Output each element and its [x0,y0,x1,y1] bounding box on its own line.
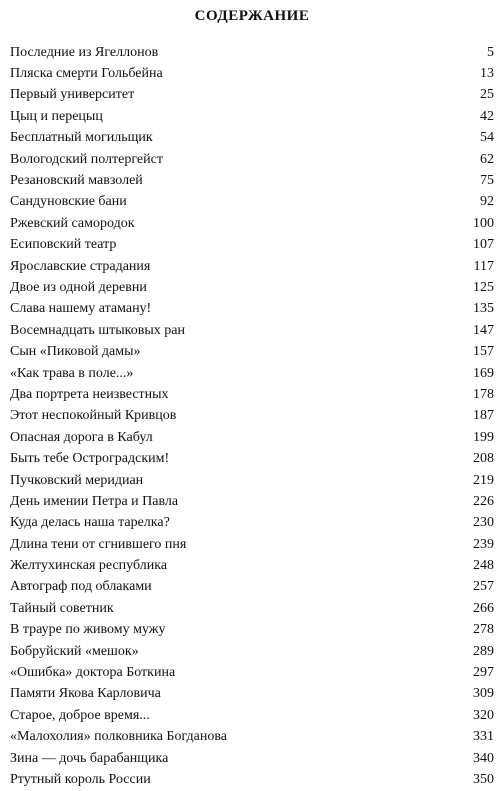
toc-entry-title: Старое, доброе время... [10,707,150,723]
toc-entry-title: Куда делась наша тарелка? [10,515,170,531]
toc-entry-title: Вологодский полтергейст [10,151,163,167]
toc-entry-page-number: 13 [480,66,494,82]
toc-entry-page-number: 100 [473,215,494,231]
page-title: СОДЕРЖАНИЕ [194,8,310,24]
toc-entry-title: «Ошибка» доктора Боткина [10,665,176,681]
toc-entry-page-number: 42 [480,108,494,124]
toc-entry-title: Два портрета неизвестных [10,386,169,402]
toc-entry-title: Тайный советник [10,600,114,616]
toc-entry [10,620,494,641]
toc-entry-title: Желтухинская республика [10,558,168,574]
toc-entry [10,299,494,320]
toc-entry-title: Зина — дочь барабанщика [10,750,169,766]
toc-entry-title: Длина тени от сгнившего пня [10,536,187,552]
toc-entry-title: День имении Петра и Павла [10,493,179,509]
toc-entry-page-number: 226 [473,493,494,509]
toc-entry [10,42,494,63]
toc-entry-page-number: 230 [473,515,494,531]
toc-entry [10,705,494,726]
toc-entry [10,513,494,534]
toc-entry-page-number: 135 [473,301,494,317]
toc-entry [10,662,494,683]
toc-entry-page-number: 257 [473,579,494,595]
toc-entry [10,427,494,448]
toc-entry-title: Сандуновские бани [10,194,127,210]
toc-entry [10,213,494,234]
toc-entry [10,256,494,277]
toc-entry-page-number: 5 [487,44,494,60]
toc-entry-title: Ржевский самородок [10,215,135,231]
toc-entry-page-number: 62 [480,151,494,167]
toc-entry-page-number: 309 [473,686,494,702]
toc-entry-page-number: 219 [473,472,494,488]
toc-entry-page-number: 54 [480,130,494,146]
table-of-contents [10,42,494,791]
toc-entry [10,149,494,170]
toc-entry [10,727,494,748]
toc-entry [10,363,494,384]
toc-entry-title: Первый университет [10,87,135,103]
toc-entry-title: Сын «Пиковой дамы» [10,344,141,360]
toc-entry-page-number: 350 [473,771,494,787]
toc-entry-page-number: 266 [473,600,494,616]
toc-entry-title: Опасная дорога в Кабул [10,429,153,445]
toc-entry [10,277,494,298]
toc-entry-page-number: 157 [473,344,494,360]
toc-entry-page-number: 125 [473,279,494,295]
toc-entry-title: «Как трава в поле...» [10,365,134,381]
toc-entry-page-number: 248 [473,558,494,574]
toc-entry [10,534,494,555]
toc-entry-title: Этот неспокойный Кривцов [10,408,177,424]
toc-entry-title: В трауре по живому мужу [10,622,166,638]
toc-entry [10,235,494,256]
toc-entry-page-number: 199 [473,429,494,445]
toc-entry [10,470,494,491]
toc-entry [10,598,494,619]
toc-entry-page-number: 289 [473,643,494,659]
toc-entry-title: Бобруйский «мешок» [10,643,139,659]
toc-entry [10,341,494,362]
toc-entry-title: Ртутный король России [10,771,151,787]
toc-entry [10,192,494,213]
toc-entry-page-number: 297 [473,665,494,681]
toc-entry [10,448,494,469]
toc-entry-title: Есиповский театр [10,237,117,253]
toc-entry [10,748,494,769]
toc-entry-page-number: 340 [473,750,494,766]
toc-entry-page-number: 208 [473,451,494,467]
toc-entry [10,128,494,149]
toc-entry-title: Ярославские страдания [10,258,151,274]
toc-entry [10,85,494,106]
toc-entry [10,406,494,427]
toc-entry [10,641,494,662]
toc-entry [10,555,494,576]
toc-entry-title: Последние из Ягеллонов [10,44,159,60]
toc-entry-title: Резановский мавзолей [10,173,143,189]
toc-entry-title: Памяти Якова Карловича [10,686,161,702]
toc-entry-page-number: 92 [480,194,494,210]
toc-entry-page-number: 278 [473,622,494,638]
toc-entry-title: Слава нашему атаману! [10,301,152,317]
toc-entry-title: Бесплатный могильщик [10,130,153,146]
toc-entry [10,63,494,84]
toc-entry [10,577,494,598]
toc-entry [10,769,494,790]
toc-entry-title: Двое из одной деревни [10,279,147,295]
toc-entry-page-number: 320 [473,707,494,723]
toc-entry-page-number: 117 [473,258,494,274]
toc-entry-page-number: 178 [473,386,494,402]
toc-entry-page-number: 331 [473,729,494,745]
toc-entry-title: Автограф под облаками [10,579,152,595]
toc-entry-title: Быть тебе Остроградским! [10,451,170,467]
toc-entry [10,491,494,512]
toc-entry-title: Цыц и перецыц [10,108,103,124]
toc-entry-page-number: 25 [480,87,494,103]
toc-entry-page-number: 75 [480,173,494,189]
toc-entry-title: Пучковский меридиан [10,472,144,488]
toc-entry [10,684,494,705]
toc-entry-title: Пляска смерти Гольбейна [10,66,163,82]
toc-entry [10,320,494,341]
toc-entry [10,106,494,127]
toc-entry-page-number: 239 [473,536,494,552]
toc-entry-page-number: 107 [473,237,494,253]
toc-entry [10,170,494,191]
toc-entry-page-number: 187 [473,408,494,424]
toc-entry-page-number: 169 [473,365,494,381]
toc-entry-page-number: 147 [473,322,494,338]
toc-entry-title: Восемнадцать штыковых ран [10,322,185,338]
toc-entry-title: «Малохолия» полковника Богданова [10,729,227,745]
toc-entry [10,384,494,405]
